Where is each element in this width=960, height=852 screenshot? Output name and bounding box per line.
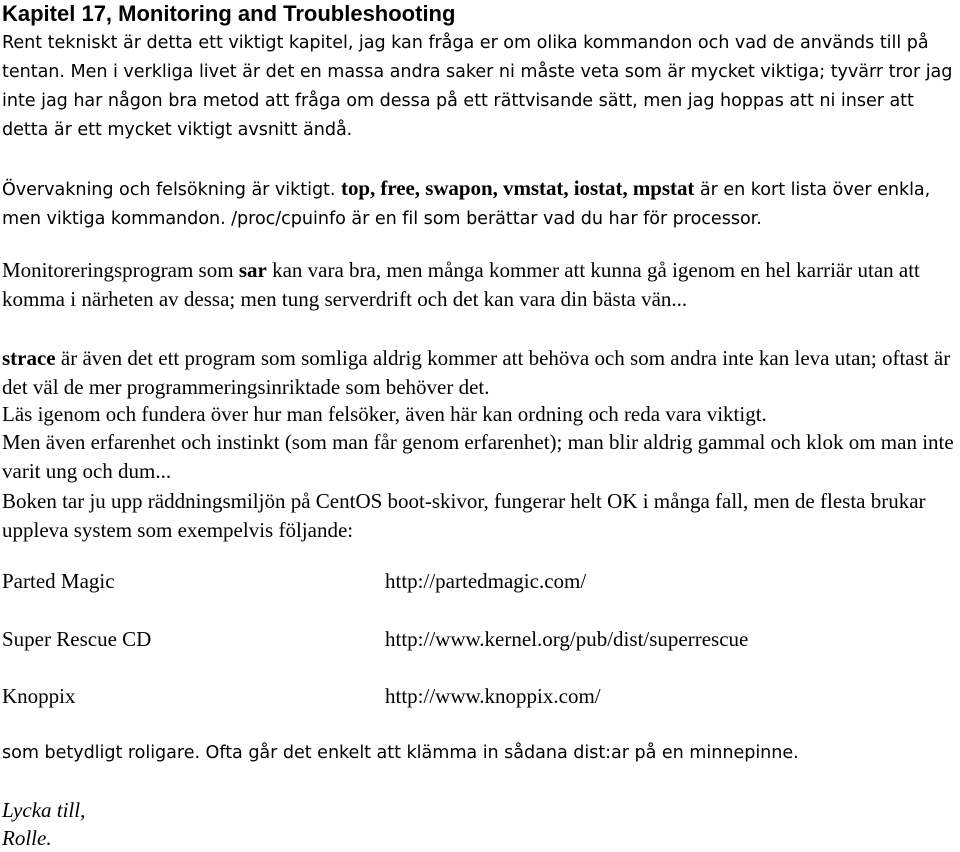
- rescue-paragraph: Boken tar ju upp räddningsmiljön på CentOS boot-skivor, fungerar helt OK i många fall, men de flesta brukar uppleva system som exempelvis följande:: [2, 489, 926, 542]
- learn-paragraph: Läs igenom och fundera över hur man felsöker, även här kan ordning och reda vara viktigt.: [2, 402, 767, 426]
- chapter-title: Kapitel 17, Monitoring and Troubleshooting: [2, 1, 456, 26]
- tool-name: Knoppix: [2, 684, 76, 708]
- monitoring-rest: är en kort lista över enkla, men viktiga kommandon. /proc/cpuinfo är en fil som berättar vad du har för processor.: [2, 180, 931, 229]
- tool-url: http://www.kernel.org/pub/dist/superrescue: [385, 626, 749, 651]
- monitoring-commands: top, free, swapon, vmstat, iostat, mpstat: [341, 176, 695, 200]
- tool-row: [2, 682, 902, 740]
- signature-line-2: Rolle.: [2, 826, 52, 850]
- signature: [2, 796, 85, 852]
- tool-row: [2, 567, 902, 625]
- strace-command: strace: [2, 346, 56, 370]
- signature-line-1: Lycka till,: [2, 798, 86, 822]
- monitoring-paragraph: [2, 174, 960, 234]
- closing-paragraph: som betydligt roligare. Ofta går det enkelt att klämma in sådana dist:ar på en minnepinne.: [2, 743, 799, 763]
- tool-row: [2, 625, 902, 683]
- sar-paragraph: [2, 256, 960, 313]
- tool-url: http://partedmagic.com/: [385, 569, 587, 593]
- tool-name: Super Rescue CD: [2, 626, 152, 651]
- tool-url: http://www.knoppix.com/: [385, 684, 601, 708]
- strace-paragraph: [2, 344, 960, 401]
- sar-command: sar: [238, 258, 267, 282]
- intro-paragraph: Rent tekniskt är detta ett viktigt kapitel, jag kan fråga er om olika kommandon och vad de används till på tentan. Men i verkliga livet är det en massa andra saker ni måste veta som är mycket viktiga; tyvärr tror jag inte jag har någon bra metod att fråga om dessa på ett rättvisande sätt, men jag hoppas att ni inser att detta är ett mycket viktigt avsnitt ändå.: [2, 33, 953, 140]
- experience-paragraph: Men även erfarenhet och instinkt (som man får genom erfarenhet); man blir aldrig gammal och klok om man inte varit ung och dum...: [2, 430, 954, 483]
- sar-rest: kan vara bra, men många kommer att kunna gå igenom en hel karriär utan att komma i närheten av dessa; men tung serverdrift och det kan vara din bästa vän...: [2, 258, 920, 311]
- tool-name: Parted Magic: [2, 569, 115, 593]
- rescue-tools-list: [2, 567, 902, 740]
- strace-rest: är även det ett program som somliga aldrig kommer att behöva och som andra inte kan leva utan; oftast är det väl de mer programmeringsinriktade som behöver det.: [2, 346, 951, 399]
- sar-lead: Monitoreringsprogram som: [2, 258, 239, 282]
- monitoring-lead: Övervakning och felsökning är viktigt.: [2, 180, 341, 200]
